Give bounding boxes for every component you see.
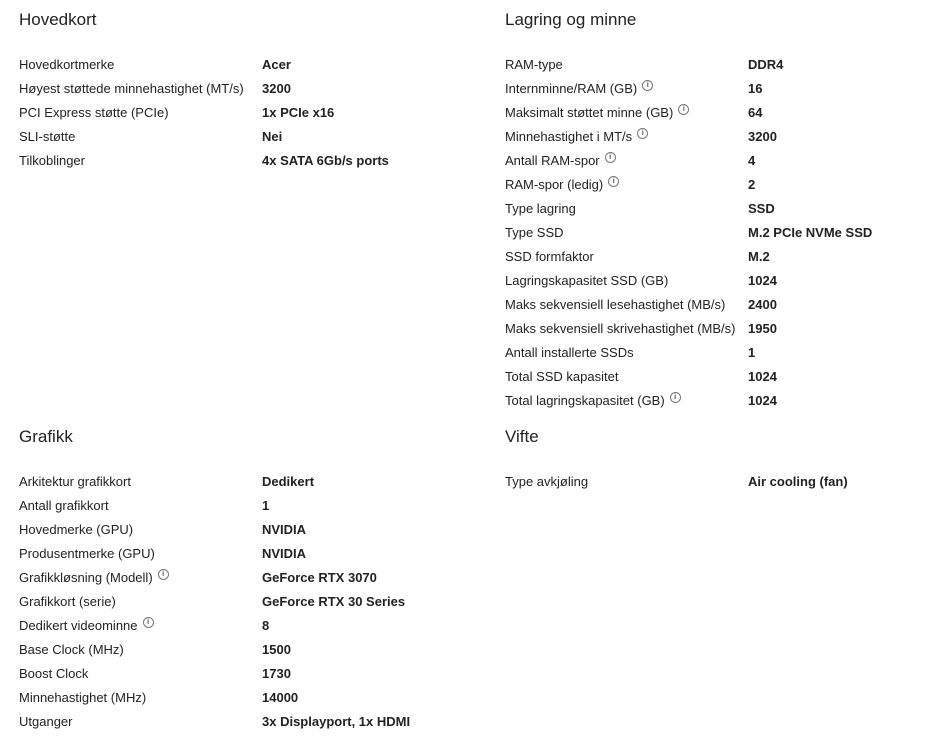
spec-label-cell	[505, 249, 748, 264]
spec-value: 3200	[748, 128, 777, 144]
spec-row	[505, 364, 945, 388]
spec-row	[505, 124, 945, 148]
spec-label-cell	[19, 570, 262, 585]
spec-label: Type avkjøling	[505, 473, 589, 489]
section-lagring-og-minne	[505, 8, 945, 412]
spec-label: Internminne/RAM (GB)	[505, 80, 638, 96]
spec-label: Total SSD kapasitet	[505, 368, 619, 384]
spec-label-cell	[19, 666, 262, 681]
spec-rows	[505, 469, 945, 493]
spec-value: SSD	[748, 200, 775, 216]
spec-label-cell	[19, 105, 262, 120]
spec-value: NVIDIA	[262, 545, 307, 561]
spec-label: Base Clock (MHz)	[19, 641, 124, 657]
spec-label-cell	[19, 153, 262, 168]
spec-row	[19, 76, 459, 100]
spec-label-cell	[19, 81, 262, 96]
spec-label: Grafikkløsning (Modell)	[19, 569, 153, 585]
spec-value: 16	[748, 80, 763, 96]
info-icon[interactable]: i	[158, 569, 169, 580]
spec-label: Maksimalt støttet minne (GB)	[505, 104, 674, 120]
spec-value: 2400	[748, 296, 777, 312]
spec-label-cell	[505, 201, 748, 216]
spec-rows	[19, 469, 459, 733]
spec-value: DDR4	[748, 56, 784, 72]
spec-row	[19, 565, 459, 589]
spec-row	[505, 388, 945, 412]
spec-value: 1x PCIe x16	[262, 104, 335, 120]
spec-label-cell	[505, 321, 748, 336]
spec-label-cell	[505, 273, 748, 288]
spec-label: Dedikert videominne	[19, 617, 138, 633]
spec-value: 8	[262, 617, 270, 633]
spec-label-cell	[505, 369, 748, 384]
spec-label-cell	[505, 129, 748, 144]
spec-value: 2	[748, 176, 756, 192]
spec-label-cell	[19, 474, 262, 489]
spec-row	[19, 613, 459, 637]
spec-label: PCI Express støtte (PCIe)	[19, 104, 169, 120]
spec-value: 14000	[262, 689, 299, 705]
spec-row	[505, 268, 945, 292]
spec-rows	[19, 52, 459, 172]
spec-value: Dedikert	[262, 473, 315, 489]
info-icon[interactable]: i	[608, 176, 619, 187]
spec-label-cell	[19, 498, 262, 513]
spec-row	[505, 148, 945, 172]
section-grafikk	[19, 425, 459, 733]
spec-label-cell	[505, 297, 748, 312]
spec-label: Type lagring	[505, 200, 576, 216]
spec-label-cell	[19, 522, 262, 537]
spec-row	[19, 709, 459, 733]
spec-label-cell	[19, 690, 262, 705]
info-icon[interactable]: i	[143, 617, 154, 628]
spec-row	[19, 589, 459, 613]
spec-label-cell	[505, 393, 748, 408]
spec-label-cell	[505, 57, 748, 72]
spec-row	[19, 148, 459, 172]
spec-label: Antall RAM-spor	[505, 152, 600, 168]
spec-rows	[505, 52, 945, 412]
section-hovedkort	[19, 8, 459, 172]
spec-row	[19, 517, 459, 541]
spec-label-cell	[505, 345, 748, 360]
spec-label-cell	[505, 225, 748, 240]
spec-row	[19, 52, 459, 76]
spec-value: 1024	[748, 368, 777, 384]
spec-row	[505, 220, 945, 244]
spec-row	[505, 196, 945, 220]
spec-row	[19, 541, 459, 565]
spec-label: Høyest støttede minnehastighet (MT/s)	[19, 80, 244, 96]
spec-row	[19, 661, 459, 685]
spec-row	[505, 340, 945, 364]
spec-value: 1024	[748, 272, 777, 288]
spec-label: SSD formfaktor	[505, 248, 594, 264]
spec-label: Grafikkort (serie)	[19, 593, 116, 609]
spec-label-cell	[19, 714, 262, 729]
spec-label: Antall installerte SSDs	[505, 344, 634, 360]
spec-label: Maks sekvensiell lesehastighet (MB/s)	[505, 296, 726, 312]
spec-label: RAM-spor (ledig)	[505, 176, 604, 192]
spec-label: SLI-støtte	[19, 128, 76, 144]
spec-value: 4x SATA 6Gb/s ports	[262, 152, 389, 168]
spec-row	[19, 124, 459, 148]
section-title: Vifte	[505, 427, 539, 446]
spec-row	[505, 100, 945, 124]
spec-value: Acer	[262, 56, 291, 72]
spec-value: GeForce RTX 30 Series	[262, 593, 406, 609]
spec-row	[505, 316, 945, 340]
info-icon[interactable]: i	[678, 104, 689, 115]
spec-label: Minnehastighet i MT/s	[505, 128, 633, 144]
spec-value: 1730	[262, 665, 291, 681]
spec-value: 1500	[262, 641, 291, 657]
spec-row	[505, 52, 945, 76]
spec-value: 1024	[748, 392, 777, 408]
spec-row	[19, 493, 459, 517]
section-title: Hovedkort	[19, 10, 97, 29]
section-title: Lagring og minne	[505, 10, 637, 29]
spec-value: 3200	[262, 80, 291, 96]
spec-label: Utganger	[19, 713, 73, 729]
spec-label: Tilkoblinger	[19, 152, 85, 168]
spec-value: 4	[748, 152, 756, 168]
spec-label: Hovedkortmerke	[19, 56, 115, 72]
spec-label-cell	[19, 57, 262, 72]
spec-label: Produsentmerke (GPU)	[19, 545, 155, 561]
spec-row	[19, 637, 459, 661]
info-icon[interactable]: i	[642, 80, 653, 91]
spec-value: GeForce RTX 3070	[262, 569, 377, 585]
spec-label: Minnehastighet (MHz)	[19, 689, 147, 705]
spec-row	[505, 469, 945, 493]
spec-label: Type SSD	[505, 224, 564, 240]
spec-label: Lagringskapasitet SSD (GB)	[505, 272, 669, 288]
spec-value: 1	[748, 344, 756, 360]
spec-label: Hovedmerke (GPU)	[19, 521, 134, 537]
spec-value: 64	[748, 104, 763, 120]
section-title: Grafikk	[19, 427, 73, 446]
spec-value: 3x Displayport, 1x HDMI	[262, 713, 411, 729]
spec-label: Arkitektur grafikkort	[19, 473, 131, 489]
spec-row	[19, 469, 459, 493]
spec-value: 1950	[748, 320, 777, 336]
spec-label: Total lagringskapasitet (GB)	[505, 392, 665, 408]
spec-label: Boost Clock	[19, 665, 89, 681]
spec-row	[19, 685, 459, 709]
spec-label-cell	[505, 81, 748, 96]
spec-row	[505, 292, 945, 316]
spec-value: M.2	[748, 248, 770, 264]
spec-value: Nei	[262, 128, 283, 144]
spec-row	[505, 172, 945, 196]
spec-label-cell	[505, 153, 748, 168]
spec-label-cell	[19, 618, 262, 633]
info-icon[interactable]: i	[637, 128, 648, 139]
info-icon[interactable]: i	[670, 392, 681, 403]
spec-label-cell	[505, 474, 748, 489]
spec-label-cell	[19, 594, 262, 609]
info-icon[interactable]: i	[605, 152, 616, 163]
spec-label: Antall grafikkort	[19, 497, 109, 513]
spec-label-cell	[19, 546, 262, 561]
spec-label-cell	[505, 105, 748, 120]
spec-label-cell	[505, 177, 748, 192]
spec-row	[505, 76, 945, 100]
spec-label: RAM-type	[505, 56, 563, 72]
spec-value: M.2 PCIe NVMe SSD	[748, 224, 873, 240]
section-vifte	[505, 425, 945, 493]
spec-label-cell	[19, 129, 262, 144]
spec-value: NVIDIA	[262, 521, 307, 537]
spec-row	[505, 244, 945, 268]
spec-value: Air cooling (fan)	[748, 473, 848, 489]
spec-label-cell	[19, 642, 262, 657]
spec-row	[19, 100, 459, 124]
spec-label: Maks sekvensiell skrivehastighet (MB/s)	[505, 320, 736, 336]
spec-value: 1	[262, 497, 270, 513]
